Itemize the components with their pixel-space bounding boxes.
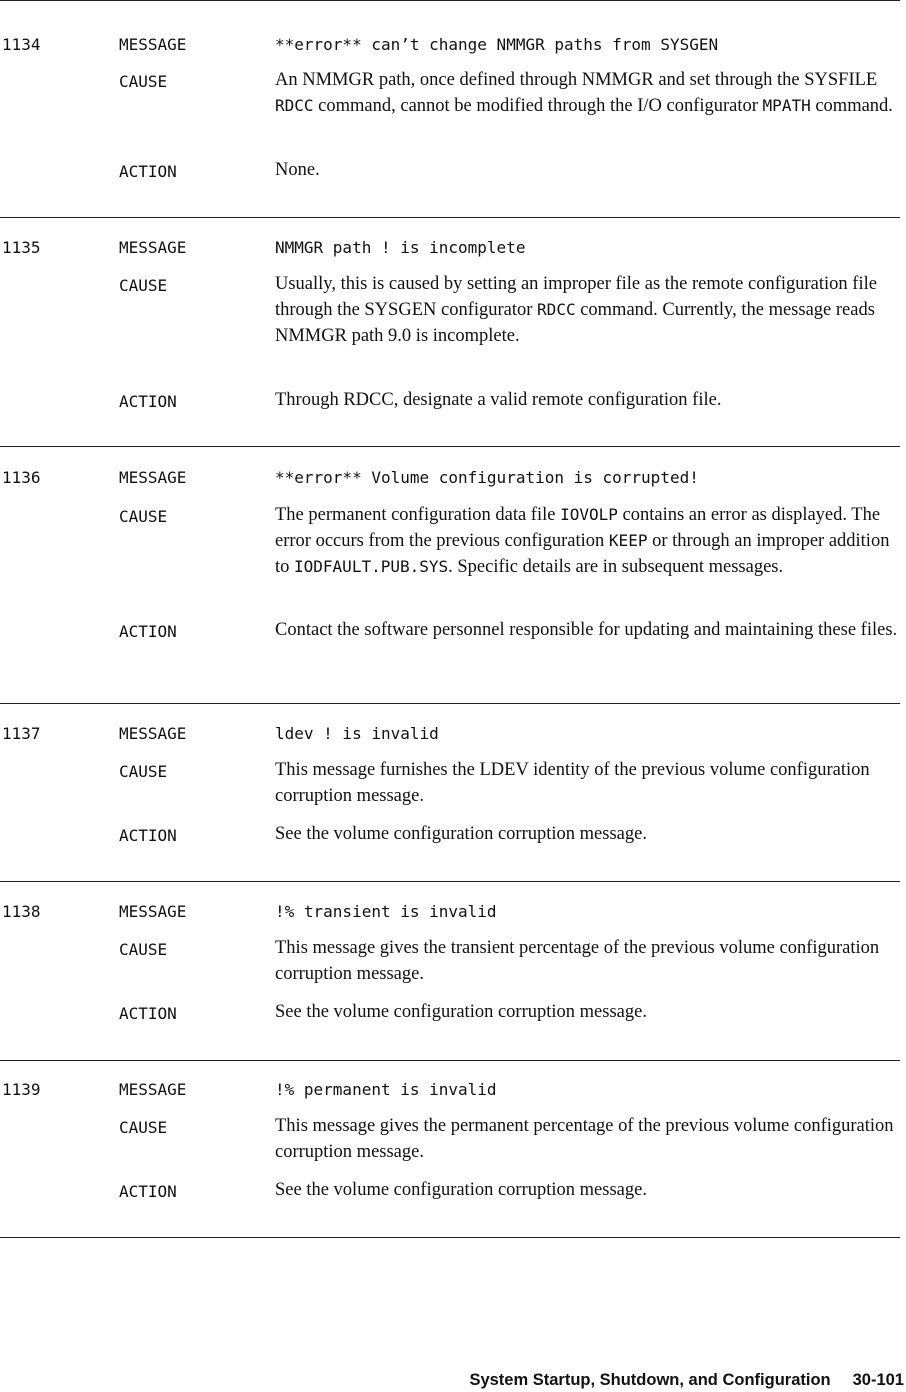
page-footer (469, 1371, 904, 1390)
cause-label: CAUSE (119, 507, 168, 526)
message-label: MESSAGE (119, 902, 187, 921)
cause-text: This message gives the permanent percentage of the previous volume configuration corruption message. (275, 1116, 894, 1162)
cause-label: CAUSE (119, 1118, 168, 1137)
action-label: ACTION (119, 1004, 177, 1023)
command-name: KEEP (608, 531, 648, 550)
page-number: 30-101 (852, 1371, 904, 1389)
message-text: ldev ! is invalid (275, 724, 439, 743)
entry-divider (0, 1060, 900, 1061)
entry-divider (0, 703, 900, 704)
cause-text: An NMMGR path, once defined through NMMGR and set through the SYSFILE RDCC command, cannot be modified through the I/O configurator MPATH command. (275, 70, 893, 116)
action-label: ACTION (119, 162, 177, 181)
cause-label: CAUSE (119, 762, 168, 781)
action-text: See the volume configuration corruption message. (275, 824, 647, 844)
cause-text: This message gives the transient percentage of the previous volume configuration corruption message. (275, 938, 880, 984)
action-label: ACTION (119, 392, 177, 411)
message-text: **error** can’t change NMMGR paths from SYSGEN (275, 35, 719, 54)
message-label: MESSAGE (119, 35, 187, 54)
message-number: 1136 (2, 468, 41, 487)
entry-divider (0, 446, 900, 447)
action-text: Through RDCC, designate a valid remote configuration file. (275, 390, 722, 410)
message-number: 1135 (2, 238, 41, 257)
cause-label: CAUSE (119, 72, 168, 91)
cause-text: The permanent configuration data file IOVOLP contains an error as displayed. The error occurs from the previous configuration KEEP or through an improper addition to IODFAULT.PUB.SYS. Specific details are in subsequent messages. (275, 505, 890, 577)
message-text: NMMGR path ! is incomplete (275, 238, 526, 257)
message-label: MESSAGE (119, 238, 187, 257)
file-name: IODFAULT.PUB.SYS (294, 557, 449, 576)
cause-text: This message furnishes the LDEV identity of the previous volume configuration corruption message. (275, 760, 870, 806)
section-title: System Startup, Shutdown, and Configuration (469, 1371, 831, 1389)
action-text: See the volume configuration corruption message. (275, 1002, 647, 1022)
action-text: Contact the software personnel responsible for updating and maintaining these files. (275, 620, 898, 640)
command-name: RDCC (537, 300, 576, 319)
message-number: 1134 (2, 35, 41, 54)
message-label: MESSAGE (119, 1080, 187, 1099)
command-name: MPATH (762, 96, 811, 115)
action-label: ACTION (119, 826, 177, 845)
action-text: See the volume configuration corruption message. (275, 1180, 647, 1200)
message-text: **error** Volume configuration is corrupted! (275, 468, 699, 487)
cause-text: Usually, this is caused by setting an improper file as the remote configuration file through the SYSGEN configurator RDCC command. Currently, the message reads NMMGR path 9.0 is incomplete. (275, 274, 877, 346)
message-label: MESSAGE (119, 724, 187, 743)
action-text: None. (275, 160, 320, 180)
message-text: !% transient is invalid (275, 902, 497, 921)
file-name: IOVOLP (560, 505, 618, 524)
entry-divider (0, 217, 900, 218)
entry-divider (0, 881, 900, 882)
cause-label: CAUSE (119, 940, 168, 959)
bottom-rule (0, 1237, 900, 1238)
message-text: !% permanent is invalid (275, 1080, 497, 1099)
message-number: 1137 (2, 724, 41, 743)
action-label: ACTION (119, 622, 177, 641)
message-number: 1138 (2, 902, 41, 921)
command-name: RDCC (275, 96, 314, 115)
action-label: ACTION (119, 1182, 177, 1201)
cause-label: CAUSE (119, 276, 168, 295)
message-label: MESSAGE (119, 468, 187, 487)
top-rule (0, 0, 900, 1)
message-number: 1139 (2, 1080, 41, 1099)
